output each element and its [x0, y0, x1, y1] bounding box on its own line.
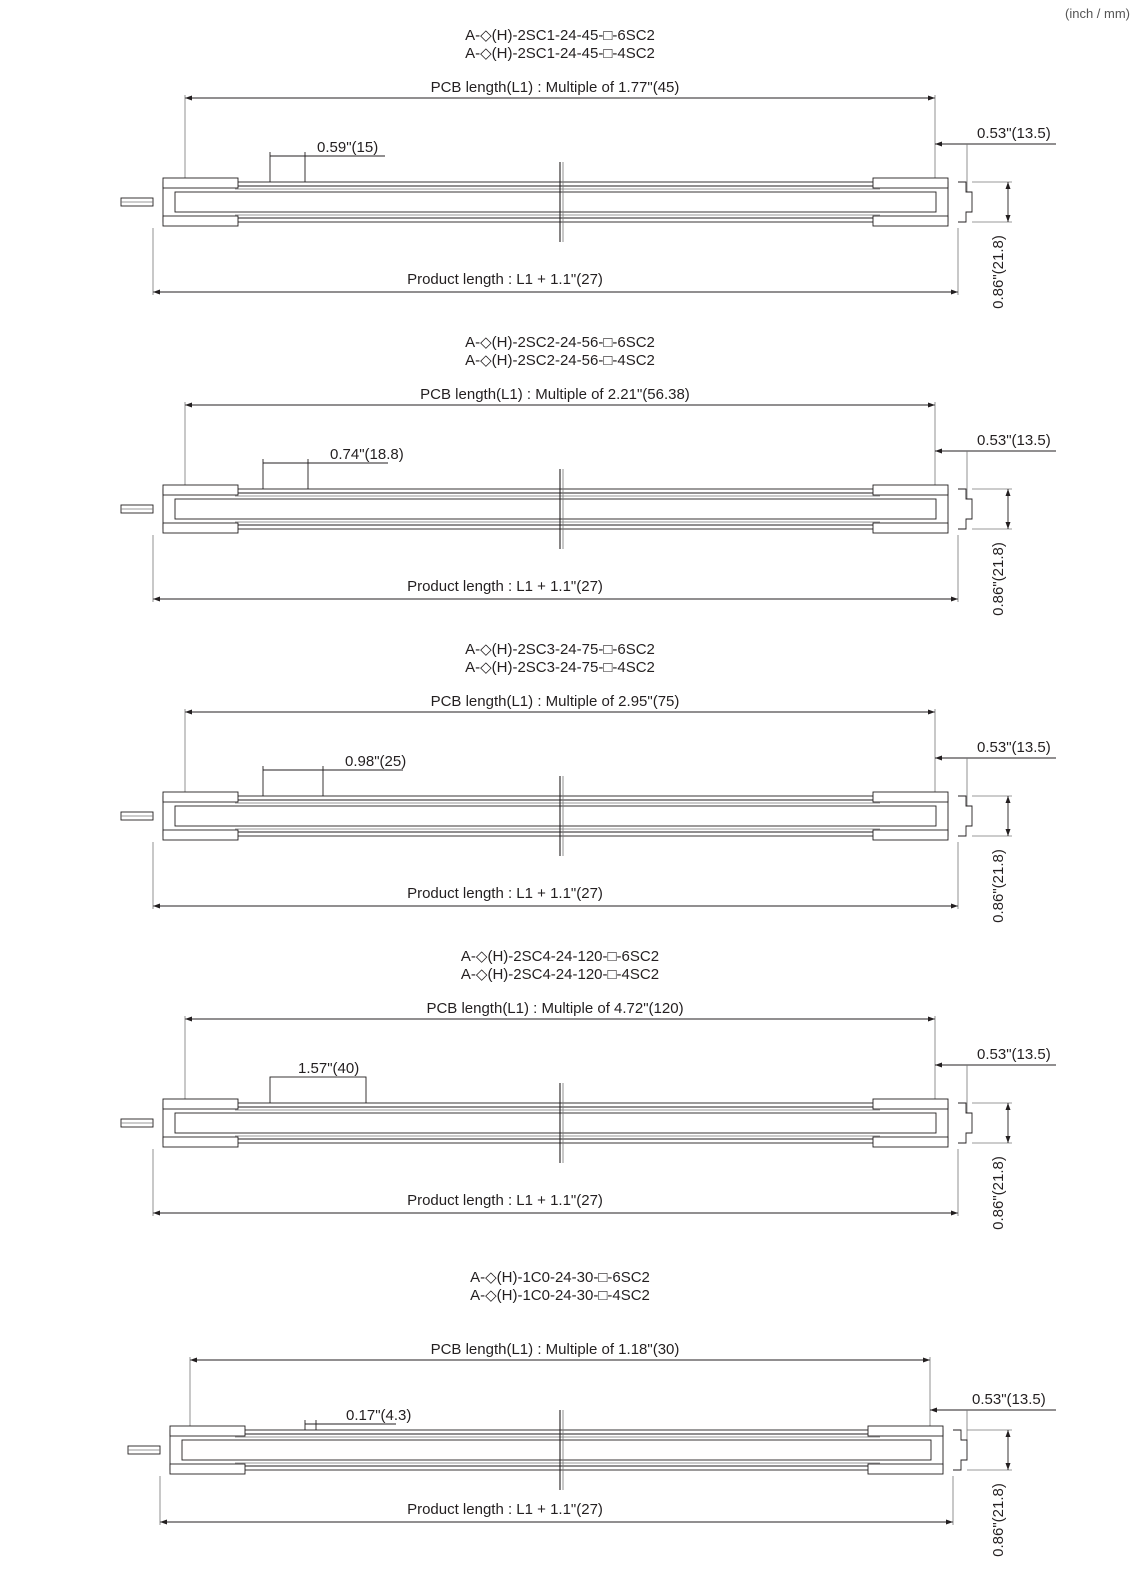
height-label: 0.86"(21.8): [990, 542, 1007, 616]
end-cap-right-bottom: [873, 1137, 948, 1147]
end-cap-right-top: [873, 178, 948, 188]
arrowhead: [930, 1408, 937, 1413]
end-cap-left-bottom: [163, 1137, 238, 1147]
pcb-length-dimension-arrowhead: [190, 1358, 197, 1363]
pcb-length-dimension-arrowhead: [185, 710, 192, 715]
height-label: 0.86"(21.8): [990, 1156, 1007, 1230]
end-cap-right-bottom: [873, 830, 948, 840]
mounting-bracket: [953, 1430, 967, 1470]
mounting-bracket: [958, 489, 972, 529]
units-label: (inch / mm): [1065, 6, 1130, 21]
end-cap-left-top: [163, 1099, 238, 1109]
product-length-dimension-arrowhead: [951, 1211, 958, 1216]
drawing-svg: [0, 20, 1140, 330]
end-offset-label: 0.53"(13.5): [977, 125, 1051, 142]
product-length-label: Product length : L1 + 1.1"(27): [407, 271, 603, 288]
led-pitch-label: 0.74"(18.8): [330, 446, 404, 463]
drawing-svg: [0, 634, 1140, 944]
pcb-length-dimension-arrowhead: [923, 1358, 930, 1363]
pcb-length-dimension-arrowhead: [928, 96, 935, 101]
product-length-dimension-arrowhead: [951, 290, 958, 295]
led-pitch-label: 1.57"(40): [298, 1060, 360, 1077]
height-dimension-arrowhead: [1006, 215, 1011, 222]
model-number-6sc2: A-◇(H)-2SC3-24-75-□-6SC2: [465, 641, 655, 658]
arrowhead: [935, 756, 942, 761]
pcb-length-dimension-arrowhead: [185, 96, 192, 101]
product-length-dimension-arrowhead: [153, 597, 160, 602]
model-number-4sc2: A-◇(H)-2SC2-24-56-□-4SC2: [465, 352, 655, 369]
end-cap-left-bottom: [163, 830, 238, 840]
pcb-length-label: PCB length(L1) : Multiple of 1.77"(45): [430, 79, 680, 96]
end-cap-left-bottom: [163, 216, 238, 226]
arrowhead: [935, 1063, 942, 1068]
product-length-dimension-arrowhead: [153, 290, 160, 295]
product-length-dimension-arrowhead: [160, 1520, 167, 1525]
product-length-label: Product length : L1 + 1.1"(27): [407, 1192, 603, 1209]
diffuser-window: [182, 1440, 931, 1460]
end-cap-right-top: [873, 485, 948, 495]
product-length-dimension-arrowhead: [951, 904, 958, 909]
end-offset-label: 0.53"(13.5): [972, 1391, 1046, 1408]
end-cap-left-top: [163, 178, 238, 188]
height-dimension-arrowhead: [1006, 1136, 1011, 1143]
product-length-dimension-arrowhead: [946, 1520, 953, 1525]
led-pitch-label: 0.59"(15): [317, 139, 379, 156]
pcb-length-label: PCB length(L1) : Multiple of 2.95"(75): [430, 693, 680, 710]
end-cap-left-bottom: [170, 1464, 245, 1474]
drawing-5: [0, 1262, 1140, 1572]
height-dimension-arrowhead: [1006, 1463, 1011, 1470]
end-cap-right-bottom: [873, 216, 948, 226]
drawing-4: [0, 941, 1140, 1251]
end-offset-label: 0.53"(13.5): [977, 739, 1051, 756]
product-length-dimension-arrowhead: [951, 597, 958, 602]
pcb-length-dimension-arrowhead: [185, 403, 192, 408]
product-length-label: Product length : L1 + 1.1"(27): [407, 885, 603, 902]
drawing-svg: [0, 1262, 1140, 1572]
drawing-2: [0, 327, 1140, 637]
mounting-bracket: [958, 182, 972, 222]
pcb-length-label: PCB length(L1) : Multiple of 4.72"(120): [426, 1000, 684, 1017]
diffuser-window: [175, 499, 936, 519]
pcb-length-dimension-arrowhead: [185, 1017, 192, 1022]
product-length-label: Product length : L1 + 1.1"(27): [407, 578, 603, 595]
model-number-4sc2: A-◇(H)-2SC4-24-120-□-4SC2: [460, 966, 660, 983]
end-cap-right-bottom: [868, 1464, 943, 1474]
arrowhead: [935, 449, 942, 454]
height-dimension-arrowhead: [1006, 1103, 1011, 1110]
model-number-4sc2: A-◇(H)-2SC3-24-75-□-4SC2: [465, 659, 655, 676]
end-cap-left-top: [170, 1426, 245, 1436]
pcb-length-dimension-arrowhead: [928, 710, 935, 715]
end-cap-left-bottom: [163, 523, 238, 533]
model-number-6sc2: A-◇(H)-2SC2-24-56-□-6SC2: [465, 334, 655, 351]
height-label: 0.86"(21.8): [990, 1483, 1007, 1557]
diffuser-window: [175, 1113, 936, 1133]
diffuser-window: [175, 806, 936, 826]
model-number-6sc2: A-◇(H)-1C0-24-30-□-6SC2: [470, 1269, 650, 1286]
model-number-6sc2: A-◇(H)-2SC1-24-45-□-6SC2: [465, 27, 655, 44]
drawing-svg: [0, 941, 1140, 1251]
end-cap-right-top: [868, 1426, 943, 1436]
product-length-label: Product length : L1 + 1.1"(27): [407, 1501, 603, 1518]
end-cap-right-bottom: [873, 523, 948, 533]
model-number-6sc2: A-◇(H)-2SC4-24-120-□-6SC2: [460, 948, 660, 965]
led-pitch-label: 0.17"(4.3): [346, 1407, 412, 1424]
height-dimension-arrowhead: [1006, 829, 1011, 836]
led-pitch-label: 0.98"(25): [345, 753, 407, 770]
pcb-length-dimension-arrowhead: [928, 1017, 935, 1022]
model-number-4sc2: A-◇(H)-2SC1-24-45-□-4SC2: [465, 45, 655, 62]
end-cap-left-top: [163, 485, 238, 495]
end-cap-left-top: [163, 792, 238, 802]
height-dimension-arrowhead: [1006, 182, 1011, 189]
diffuser-window: [175, 192, 936, 212]
mounting-bracket: [958, 796, 972, 836]
drawing-1: [0, 20, 1140, 330]
pcb-length-label: PCB length(L1) : Multiple of 1.18"(30): [430, 1341, 680, 1358]
mounting-bracket: [958, 1103, 972, 1143]
height-dimension-arrowhead: [1006, 489, 1011, 496]
drawing-svg: [0, 327, 1140, 637]
end-cap-right-top: [873, 792, 948, 802]
height-dimension-arrowhead: [1006, 796, 1011, 803]
height-label: 0.86"(21.8): [990, 235, 1007, 309]
pcb-length-dimension-arrowhead: [928, 403, 935, 408]
arrowhead: [935, 142, 942, 147]
pcb-length-label: PCB length(L1) : Multiple of 2.21"(56.38): [420, 386, 690, 403]
end-offset-label: 0.53"(13.5): [977, 432, 1051, 449]
end-offset-label: 0.53"(13.5): [977, 1046, 1051, 1063]
product-length-dimension-arrowhead: [153, 904, 160, 909]
drawing-3: [0, 634, 1140, 944]
model-number-4sc2: A-◇(H)-1C0-24-30-□-4SC2: [470, 1287, 650, 1304]
height-dimension-arrowhead: [1006, 1430, 1011, 1437]
height-dimension-arrowhead: [1006, 522, 1011, 529]
product-length-dimension-arrowhead: [153, 1211, 160, 1216]
height-label: 0.86"(21.8): [990, 849, 1007, 923]
end-cap-right-top: [873, 1099, 948, 1109]
